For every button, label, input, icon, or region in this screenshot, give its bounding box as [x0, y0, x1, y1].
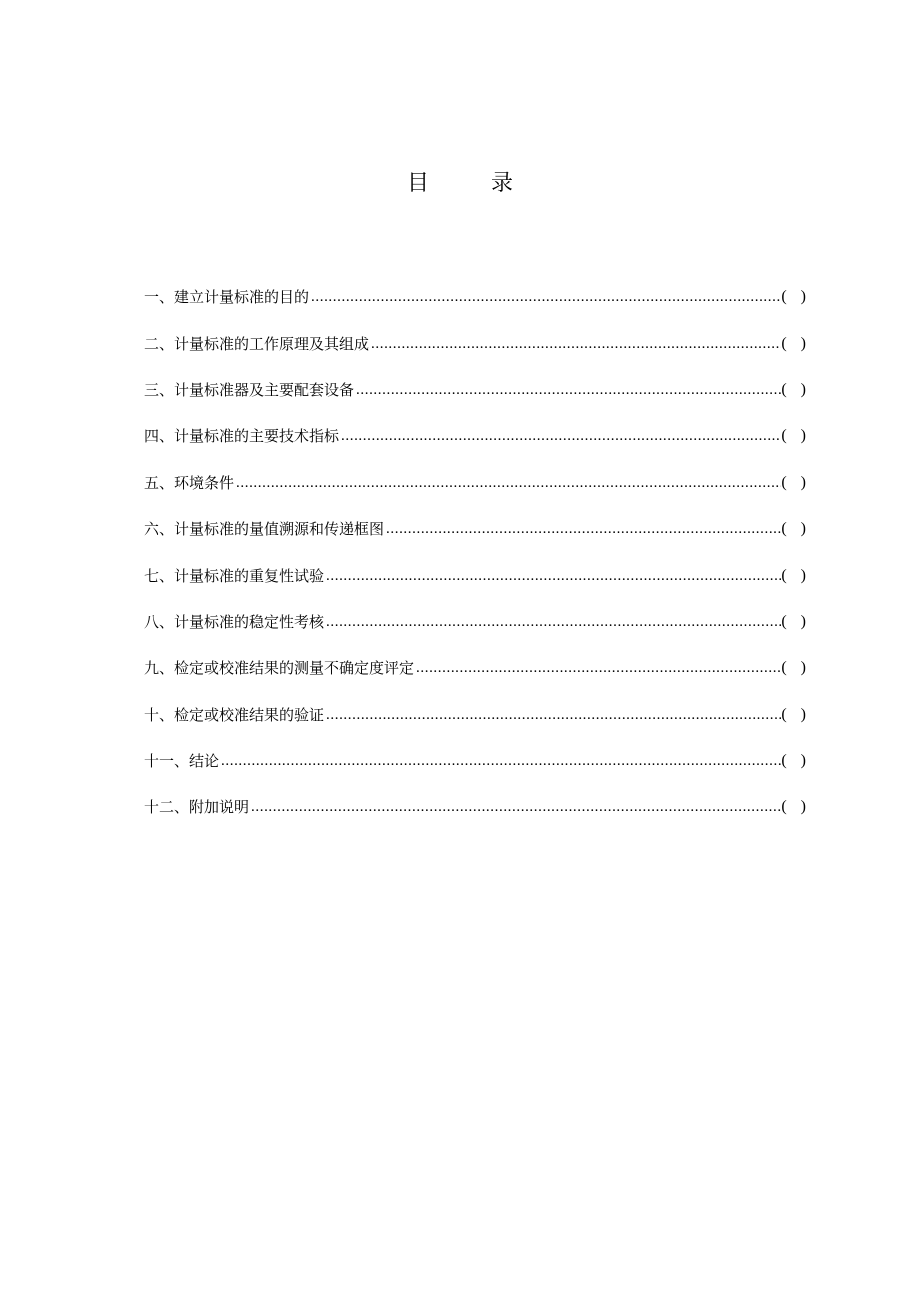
toc-entry [144, 320, 810, 366]
toc-entry-page: ( ) [781, 334, 806, 352]
toc-entry-page: ( ) [781, 288, 806, 306]
page-title: 目录 [406, 171, 575, 196]
toc-entry [144, 784, 810, 830]
toc-entry-page: ( ) [781, 612, 806, 630]
toc-entry [144, 692, 810, 738]
toc-leader-dots [339, 424, 781, 448]
toc-entry [144, 367, 810, 413]
table-of-contents [144, 274, 810, 831]
toc-entry-page: ( ) [781, 659, 806, 677]
toc-entry-page: ( ) [781, 798, 806, 816]
toc-leader-dots [354, 378, 781, 402]
toc-entry-page: ( ) [781, 566, 806, 584]
toc-entry-label: 一、建立计量标准的目的 [144, 288, 310, 307]
toc-entry-page: ( ) [781, 752, 806, 770]
toc-entry [144, 552, 810, 598]
toc-leader-dots [309, 285, 781, 309]
toc-entry [144, 274, 810, 320]
toc-entry-label: 十、检定或校准结果的验证 [144, 705, 325, 724]
toc-entry-label: 七、计量标准的重复性试验 [144, 566, 325, 585]
toc-leader-dots [324, 703, 781, 727]
toc-entry-label: 十一、结论 [144, 752, 220, 771]
toc-entry-label: 六、计量标准的量值溯源和传递框图 [144, 520, 385, 539]
toc-entry-label: 二、计量标准的工作原理及其组成 [144, 334, 370, 353]
toc-entry-label: 五、环境条件 [144, 473, 235, 492]
toc-leader-dots [219, 749, 781, 773]
toc-entry-page: ( ) [781, 473, 806, 491]
toc-entry-label: 四、计量标准的主要技术指标 [144, 427, 340, 446]
toc-entry [144, 413, 810, 459]
toc-entry [144, 738, 810, 784]
toc-entry [144, 460, 810, 506]
toc-entry-label: 九、检定或校准结果的测量不确定度评定 [144, 659, 415, 678]
toc-entry [144, 645, 810, 691]
toc-leader-dots [384, 517, 781, 541]
toc-entry [144, 599, 810, 645]
toc-leader-dots [234, 471, 781, 495]
toc-entry-page: ( ) [781, 427, 806, 445]
toc-entry-page: ( ) [781, 705, 806, 723]
toc-leader-dots [324, 564, 781, 588]
toc-leader-dots [249, 795, 781, 819]
toc-entry-page: ( ) [781, 380, 806, 398]
toc-leader-dots [324, 610, 781, 634]
toc-entry-label: 八、计量标准的稳定性考核 [144, 612, 325, 631]
toc-leader-dots [369, 332, 781, 356]
toc-leader-dots [414, 656, 781, 680]
toc-entry [144, 506, 810, 552]
toc-entry-label: 十二、附加说明 [144, 798, 250, 817]
toc-entry-page: ( ) [781, 520, 806, 538]
toc-entry-label: 三、计量标准器及主要配套设备 [144, 380, 355, 399]
